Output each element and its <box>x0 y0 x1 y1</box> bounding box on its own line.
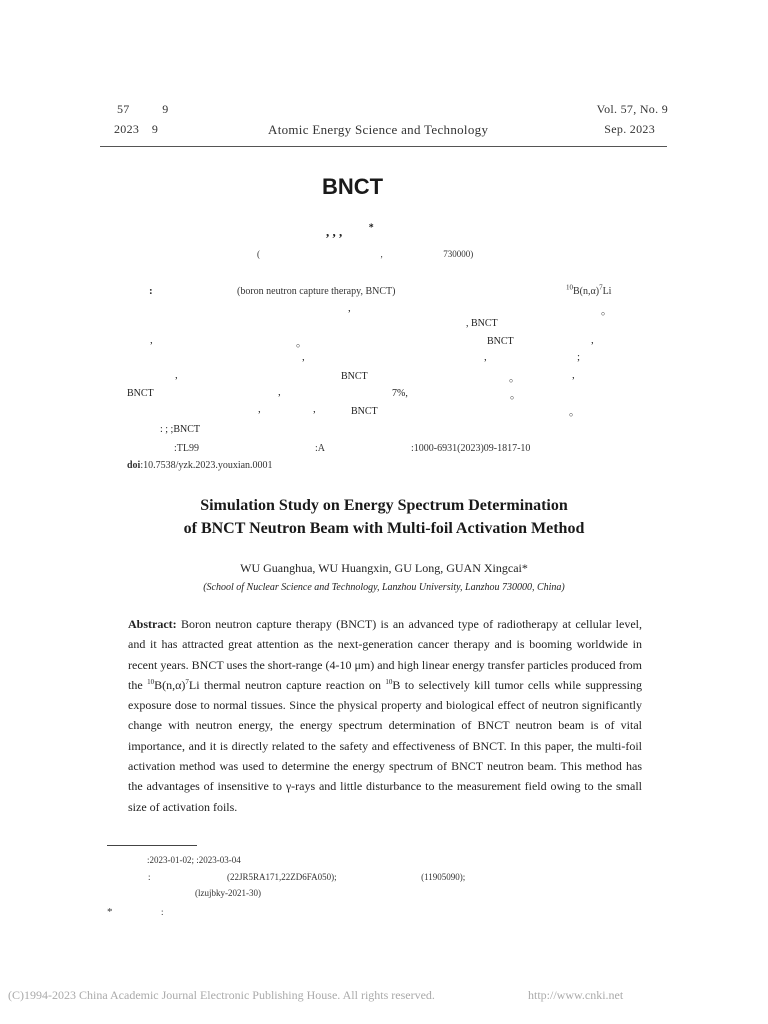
affil-postcode: 730000) <box>443 249 474 259</box>
article-id: :1000-6931(2023)09-1817-10 <box>411 443 531 454</box>
footnote-corresponding <box>107 906 164 918</box>
abstract-cn-l4b: 。 <box>296 337 307 349</box>
clc-number: :TL99 <box>174 443 199 454</box>
abstract-cn-l5c: ; <box>577 351 581 363</box>
authors-cn-separators: , , , <box>326 224 343 239</box>
header-month: 9 <box>151 122 159 136</box>
fund-1: (22JR5RA171,22ZD6FA050); <box>227 872 337 882</box>
sup-7: 7 <box>599 283 603 292</box>
abstract-cn-l7b: , <box>278 386 281 398</box>
header-year-cn <box>114 122 158 137</box>
sup-10-b: 10 <box>385 677 393 686</box>
sup-10-a: 10 <box>147 677 155 686</box>
sup-7-a: 7 <box>185 677 189 686</box>
title-cn: BNCT <box>322 174 384 199</box>
abstract-cn-l6c: 。 <box>509 372 520 384</box>
footnote-fund <box>148 872 465 882</box>
reaction-li: Li <box>602 286 612 297</box>
abstract-cn-reaction <box>566 283 612 297</box>
keywords-cn: : ; ;BNCT <box>160 424 201 435</box>
abstract-en <box>128 614 642 817</box>
abstract-text-1: Boron neutron capture therapy (BNCT) is an advanced type of radiotherapy at cellular level, and it has attracted great attention as the next-generation cancer therapy and is booming worldwide in recent years. BNCT uses the short-range (4-10 μm) and high linear energy transfer particles produced from the <box>128 617 642 692</box>
abstract-cn-l4d: , <box>591 334 594 346</box>
cnki-url[interactable]: http://www.cnki.net <box>528 988 624 1002</box>
copyright-notice: (C)1994-2023 China Academic Journal Electronic Publishing House. All rights reserved. <box>8 988 435 1002</box>
header-year: 2023 <box>114 122 140 136</box>
abstract-text-3: Li thermal neutron capture reaction on <box>188 677 386 692</box>
header-date-en: Sep. 2023 <box>604 122 655 136</box>
affiliation-cn <box>257 249 473 259</box>
abstract-text-2: B(n,α) <box>154 677 186 692</box>
abstract-cn-l6b: BNCT <box>341 371 368 382</box>
abstract-cn-l6d: , <box>572 369 575 381</box>
header-vol-cn: 57 <box>117 102 130 116</box>
abstract-cn-l8b: , <box>313 403 316 415</box>
header-volume-cn <box>117 102 169 117</box>
footnote-fund-3: (lzujbky-2021-30) <box>195 888 261 898</box>
abstract-cn-l5b: , <box>484 351 487 363</box>
authors-en: WU Guanghua, WU Huangxin, GU Long, GUAN Xingcai* <box>240 561 528 575</box>
affil-open: ( <box>257 249 260 259</box>
affil-comma: , <box>380 249 383 259</box>
title-en-line2: of BNCT Neutron Beam with Multi-foil Activation Method <box>183 520 585 537</box>
abstract-cn-l3: , BNCT <box>466 318 498 329</box>
abstract-cn-l8d: 。 <box>569 406 580 418</box>
title-en-line1: Simulation Study on Energy Spectrum Determination <box>200 497 568 514</box>
fund-2: (11905090); <box>421 872 466 882</box>
doi <box>127 460 273 471</box>
abstract-label: Abstract: <box>128 617 177 631</box>
document-code: :A <box>315 443 325 454</box>
abstract-cn-l7c: 7%, <box>392 388 408 399</box>
abstract-cn-l5a: , <box>302 351 305 363</box>
affiliation-en: (School of Nuclear Science and Technology, Lanzhou University, Lanzhou 730000, China) <box>203 582 565 593</box>
abstract-cn-l6a: , <box>175 369 178 381</box>
header-rule <box>100 146 667 147</box>
abstract-cn-l8a: , <box>258 403 261 415</box>
footnote-dates: :2023-01-02; :2023-03-04 <box>147 855 241 865</box>
corresponding-star-cn: * <box>368 222 374 234</box>
abstract-cn-l2b: 。 <box>601 305 612 317</box>
abstract-cn-l7d: 。 <box>510 389 521 401</box>
corr-star: * <box>107 906 113 918</box>
journal-name: Atomic Energy Science and Technology <box>268 122 489 137</box>
abstract-cn-l2a: , <box>348 302 351 314</box>
sup-10: 10 <box>566 283 573 292</box>
header-volume-en: Vol. 57, No. 9 <box>596 102 668 116</box>
abstract-cn-l7a: BNCT <box>127 388 154 399</box>
abstract-cn-en-term: (boron neutron capture therapy, BNCT) <box>237 286 396 297</box>
header-no-cn: 9 <box>162 102 169 116</box>
abstract-cn-l4c: BNCT <box>487 336 514 347</box>
reaction-text: B(n,α) <box>573 286 600 297</box>
abstract-cn-l4a: , <box>150 334 153 346</box>
corr-colon: : <box>161 907 164 917</box>
doi-value: :10.7538/yzk.2023.youxian.0001 <box>140 460 273 471</box>
footnote-rule <box>107 845 197 846</box>
doi-label: doi <box>127 460 141 471</box>
fund-label: : <box>148 872 151 882</box>
abstract-text-4: B to selectively kill tumor cells while suppressing exposure dose to normal tissues. Since the physical property and biological effect of neutron significantly change with neutron energy, the energy spectrum determination of BNCT neutron beam is of vital importance, and it is directly related to the safety and effectiveness of BNCT. In this paper, the multi-foil activation method was used to determine the energy spectrum of BNCT neutron beam. This method has the advantages of insensitive to γ-rays and little disturbance to the measurement field owing to the small size of activation foils. <box>128 677 642 814</box>
abstract-cn-l8c: BNCT <box>351 406 378 417</box>
abstract-cn-label: : <box>149 285 153 297</box>
authors-cn <box>326 224 374 240</box>
